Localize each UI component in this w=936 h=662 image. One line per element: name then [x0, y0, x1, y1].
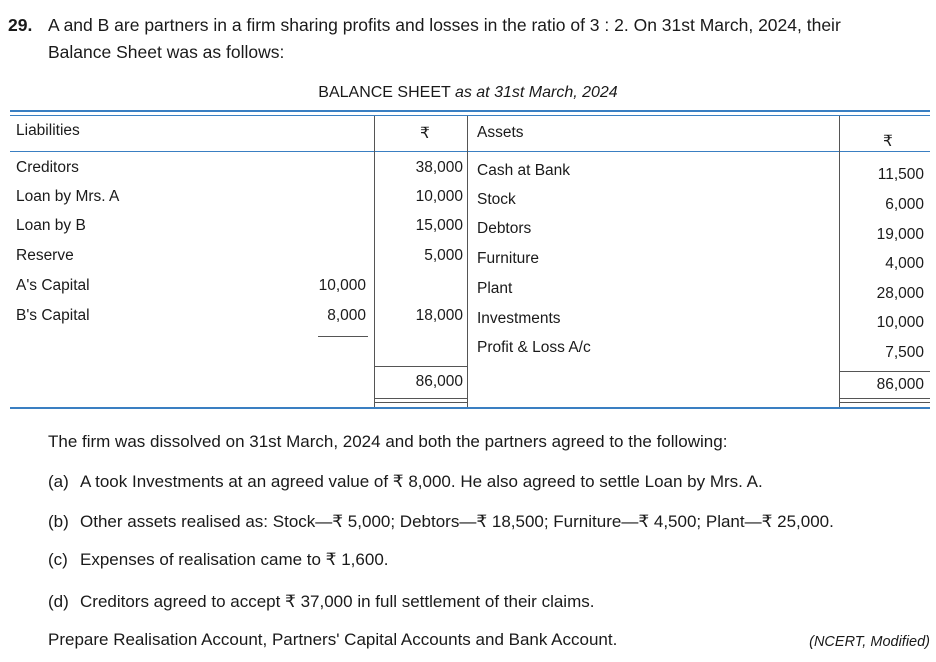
asset-label: Cash at Bank	[477, 162, 571, 179]
asset-label: Plant	[477, 280, 513, 297]
assets-header: Assets	[477, 124, 524, 141]
liability-amount: 38,000	[415, 159, 463, 176]
question-line-1: A and B are partners in a firm sharing profits and losses in the ratio of 3 : 2. On 31st March, 2024, their	[48, 15, 841, 35]
liability-label: Creditors	[16, 159, 79, 176]
balance-sheet-title-prefix: BALANCE SHEET	[318, 84, 451, 101]
asset-amount: 28,000	[876, 285, 924, 302]
liabilities-assets-divider	[467, 116, 468, 407]
liability-amount: 15,000	[415, 217, 463, 234]
table-bottom-rule	[10, 407, 930, 409]
asset-amount: 7,500	[885, 344, 924, 361]
balance-sheet-title	[0, 84, 936, 102]
closing-instruction: Prepare Realisation Account, Partners' Capital Accounts and Bank Account.	[48, 630, 618, 649]
condition-item	[48, 512, 834, 532]
condition-text: Creditors agreed to accept ₹ 37,000 in full settlement of their claims.	[80, 592, 595, 611]
liability-amount: 10,000	[415, 188, 463, 205]
asset-label: Profit & Loss A/c	[477, 339, 591, 356]
assets-total-rule-top	[839, 371, 930, 372]
liabilities-total: 86,000	[415, 373, 463, 390]
condition-tag: (c)	[48, 550, 68, 569]
condition-tag: (d)	[48, 592, 69, 611]
liabilities-currency-header: ₹	[420, 125, 430, 142]
asset-label: Investments	[477, 310, 561, 327]
liability-amount: 18,000	[415, 307, 463, 324]
condition-tag: (b)	[48, 512, 69, 531]
question-heading	[8, 12, 933, 66]
liabilities-total-rule-top	[374, 366, 467, 367]
liability-label: Reserve	[16, 247, 74, 264]
asset-amount: 4,000	[885, 255, 924, 272]
liability-label: Loan by Mrs. A	[16, 188, 120, 205]
liability-subamount: 10,000	[318, 277, 366, 294]
liabilities-total-rule-bottom-2	[374, 402, 467, 403]
assets-total-rule-bottom-1	[839, 398, 930, 399]
condition-text: Expenses of realisation came to ₹ 1,600.	[80, 550, 389, 569]
capital-subtotal-rule	[318, 336, 368, 337]
dissolution-intro: The firm was dissolved on 31st March, 2024 and both the partners agreed to the following:	[48, 432, 728, 451]
question-line-2: Balance Sheet was as follows:	[48, 42, 285, 62]
condition-text: A took Investments at an agreed value of ₹ 8,000. He also agreed to settle Loan by Mrs. A.	[80, 472, 763, 491]
liability-subamount: 8,000	[327, 307, 366, 324]
question-number: 29.	[8, 15, 33, 35]
liability-label: Loan by B	[16, 217, 86, 234]
assets-total-rule-bottom-2	[839, 402, 930, 403]
liabilities-header: Liabilities	[16, 122, 80, 139]
condition-item	[48, 550, 389, 570]
asset-amount: 6,000	[885, 196, 924, 213]
asset-amount: 19,000	[876, 226, 924, 243]
asset-amount: 11,500	[877, 166, 924, 183]
liability-amount: 5,000	[424, 247, 463, 264]
source-citation: (NCERT, Modified)	[809, 634, 930, 650]
table-header-rule	[10, 151, 930, 152]
table-top-rule	[10, 110, 930, 112]
condition-text: Other assets realised as: Stock—₹ 5,000; Debtors—₹ 18,500; Furniture—₹ 4,500; Plant—₹ 25,000.	[80, 512, 834, 531]
condition-tag: (a)	[48, 472, 69, 491]
asset-label: Stock	[477, 191, 516, 208]
asset-amount: 10,000	[876, 314, 924, 331]
table-top-rule-2	[10, 115, 930, 116]
liability-label: B's Capital	[16, 307, 90, 324]
balance-sheet-table	[10, 110, 930, 415]
liability-label: A's Capital	[16, 277, 90, 294]
assets-total: 86,000	[876, 376, 924, 393]
asset-label: Furniture	[477, 250, 540, 267]
assets-currency-header: ₹	[883, 133, 893, 150]
condition-item	[48, 592, 594, 612]
condition-item	[48, 472, 763, 492]
asset-label: Debtors	[477, 220, 532, 237]
balance-sheet-title-date: as at 31st March, 2024	[454, 84, 618, 101]
liabilities-total-rule-bottom-1	[374, 398, 467, 399]
